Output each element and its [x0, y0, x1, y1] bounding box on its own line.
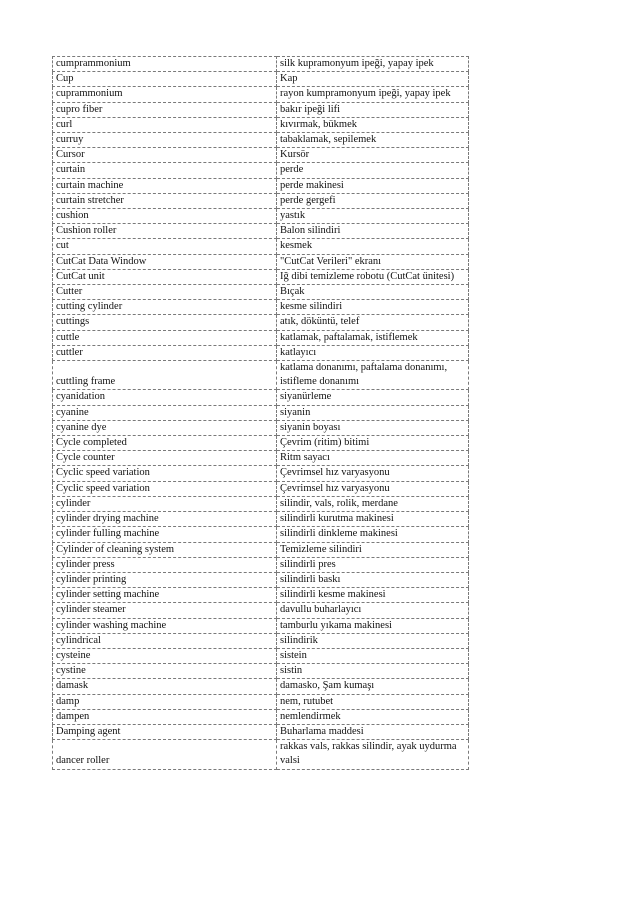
table-row — [53, 740, 469, 769]
table-row — [53, 496, 469, 511]
table-row — [53, 466, 469, 481]
table-row — [53, 361, 469, 390]
table-row — [53, 512, 469, 527]
term-cell: CutCat unit — [53, 269, 277, 284]
translation-cell: tamburlu yıkama makinesi — [277, 618, 469, 633]
translation-cell: siyanin — [277, 405, 469, 420]
translation-cell: atık, döküntü, telef — [277, 315, 469, 330]
table-row — [53, 648, 469, 663]
table-row — [53, 542, 469, 557]
translation-cell: perde makinesi — [277, 178, 469, 193]
table-row — [53, 163, 469, 178]
term-cell: Cycle completed — [53, 436, 277, 451]
translation-cell: Kursör — [277, 148, 469, 163]
table-row — [53, 254, 469, 269]
term-cell: cylinder drying machine — [53, 512, 277, 527]
table-row — [53, 87, 469, 102]
table-row — [53, 133, 469, 148]
term-cell: cylinder press — [53, 557, 277, 572]
translation-cell: silindirik — [277, 633, 469, 648]
translation-cell: kıvırmak, bükmek — [277, 117, 469, 132]
term-cell: cylinder fulling machine — [53, 527, 277, 542]
table-row — [53, 420, 469, 435]
term-cell: cystine — [53, 664, 277, 679]
term-cell: curl — [53, 117, 277, 132]
translation-cell: Bıçak — [277, 285, 469, 300]
table-row — [53, 618, 469, 633]
term-cell: cuttling frame — [53, 361, 277, 390]
translation-cell: sistin — [277, 664, 469, 679]
term-cell: curtain — [53, 163, 277, 178]
table-row — [53, 193, 469, 208]
glossary-table — [52, 56, 469, 770]
translation-cell: rayon kumpramonyum ipeği, yapay ipek — [277, 87, 469, 102]
translation-cell: kesmek — [277, 239, 469, 254]
term-cell: damp — [53, 694, 277, 709]
term-cell: cumprammonium — [53, 57, 277, 72]
translation-cell: Buharlama maddesi — [277, 724, 469, 739]
translation-cell: nem, rutubet — [277, 694, 469, 709]
term-cell: dampen — [53, 709, 277, 724]
translation-cell: Çevrimsel hız varyasyonu — [277, 481, 469, 496]
term-cell: cushion — [53, 209, 277, 224]
term-cell: cyanidation — [53, 390, 277, 405]
translation-cell: Iğ dibi temizleme robotu (CutCat ünitesi) — [277, 269, 469, 284]
term-cell: cylinder — [53, 496, 277, 511]
translation-cell: silindirli kesme makinesi — [277, 588, 469, 603]
term-cell: cuttings — [53, 315, 277, 330]
table-row — [53, 224, 469, 239]
table-row — [53, 390, 469, 405]
table-row — [53, 102, 469, 117]
table-row — [53, 148, 469, 163]
translation-cell: tabaklamak, sepilemek — [277, 133, 469, 148]
table-row — [53, 345, 469, 360]
table-row — [53, 239, 469, 254]
translation-cell: katlamak, paftalamak, istiflemek — [277, 330, 469, 345]
table-row — [53, 572, 469, 587]
translation-cell: perde gergefi — [277, 193, 469, 208]
term-cell: cuttler — [53, 345, 277, 360]
table-row — [53, 588, 469, 603]
translation-cell: Ritm sayacı — [277, 451, 469, 466]
table-row — [53, 269, 469, 284]
table-row — [53, 330, 469, 345]
translation-cell: silindirli kurutma makinesi — [277, 512, 469, 527]
term-cell: Cyclic speed variation — [53, 481, 277, 496]
table-row — [53, 436, 469, 451]
translation-cell: yastık — [277, 209, 469, 224]
table-row — [53, 300, 469, 315]
translation-cell: "CutCat Verileri" ekranı — [277, 254, 469, 269]
translation-cell: silindirli pres — [277, 557, 469, 572]
translation-cell: davullu buharlayıcı — [277, 603, 469, 618]
term-cell: Cushion roller — [53, 224, 277, 239]
table-row — [53, 285, 469, 300]
translation-cell: Çevrim (ritim) bitimi — [277, 436, 469, 451]
table-row — [53, 57, 469, 72]
table-row — [53, 603, 469, 618]
term-cell: damask — [53, 679, 277, 694]
term-cell: cuprammonium — [53, 87, 277, 102]
table-row — [53, 724, 469, 739]
term-cell: curtain stretcher — [53, 193, 277, 208]
term-cell: Cup — [53, 72, 277, 87]
translation-cell: Çevrimsel hız varyasyonu — [277, 466, 469, 481]
table-row — [53, 481, 469, 496]
table-row — [53, 315, 469, 330]
term-cell: cysteine — [53, 648, 277, 663]
term-cell: dancer roller — [53, 740, 277, 769]
term-cell: cuttle — [53, 330, 277, 345]
glossary-body — [53, 57, 469, 770]
term-cell: cupro fiber — [53, 102, 277, 117]
term-cell: CutCat Data Window — [53, 254, 277, 269]
table-row — [53, 679, 469, 694]
term-cell: cutting cylinder — [53, 300, 277, 315]
table-row — [53, 451, 469, 466]
translation-cell: nemlendirmek — [277, 709, 469, 724]
translation-cell: rakkas vals, rakkas silindir, ayak uydurma valsi — [277, 740, 469, 769]
term-cell: cylinder setting machine — [53, 588, 277, 603]
term-cell: curruy — [53, 133, 277, 148]
table-row — [53, 664, 469, 679]
term-cell: cylinder printing — [53, 572, 277, 587]
term-cell: cut — [53, 239, 277, 254]
term-cell: Cursor — [53, 148, 277, 163]
term-cell: Cutter — [53, 285, 277, 300]
table-row — [53, 72, 469, 87]
translation-cell: perde — [277, 163, 469, 178]
translation-cell: Kap — [277, 72, 469, 87]
translation-cell: sistein — [277, 648, 469, 663]
translation-cell: siyanürleme — [277, 390, 469, 405]
translation-cell: siyanin boyası — [277, 420, 469, 435]
translation-cell: silindirli baskı — [277, 572, 469, 587]
table-row — [53, 405, 469, 420]
translation-cell: kesme silindiri — [277, 300, 469, 315]
term-cell: cyanine — [53, 405, 277, 420]
translation-cell: Temizleme silindiri — [277, 542, 469, 557]
table-row — [53, 527, 469, 542]
table-row — [53, 694, 469, 709]
term-cell: cylinder steamer — [53, 603, 277, 618]
translation-cell: silk kupramonyum ipeği, yapay ipek — [277, 57, 469, 72]
table-row — [53, 209, 469, 224]
term-cell: Cycle counter — [53, 451, 277, 466]
term-cell: cyanine dye — [53, 420, 277, 435]
translation-cell: katlayıcı — [277, 345, 469, 360]
translation-cell: katlama donanımı, paftalama donanımı, istifleme donanımı — [277, 361, 469, 390]
table-row — [53, 178, 469, 193]
term-cell: Cyclic speed variation — [53, 466, 277, 481]
term-cell: Damping agent — [53, 724, 277, 739]
translation-cell: silindirli dinkleme makinesi — [277, 527, 469, 542]
term-cell: cylindrical — [53, 633, 277, 648]
translation-cell: Balon silindiri — [277, 224, 469, 239]
term-cell: cylinder washing machine — [53, 618, 277, 633]
term-cell: curtain machine — [53, 178, 277, 193]
translation-cell: damasko, Şam kumaşı — [277, 679, 469, 694]
table-row — [53, 557, 469, 572]
table-row — [53, 709, 469, 724]
translation-cell: silindir, vals, rolik, merdane — [277, 496, 469, 511]
translation-cell: bakır ipeği lifi — [277, 102, 469, 117]
term-cell: Cylinder of cleaning system — [53, 542, 277, 557]
table-row — [53, 633, 469, 648]
table-row — [53, 117, 469, 132]
